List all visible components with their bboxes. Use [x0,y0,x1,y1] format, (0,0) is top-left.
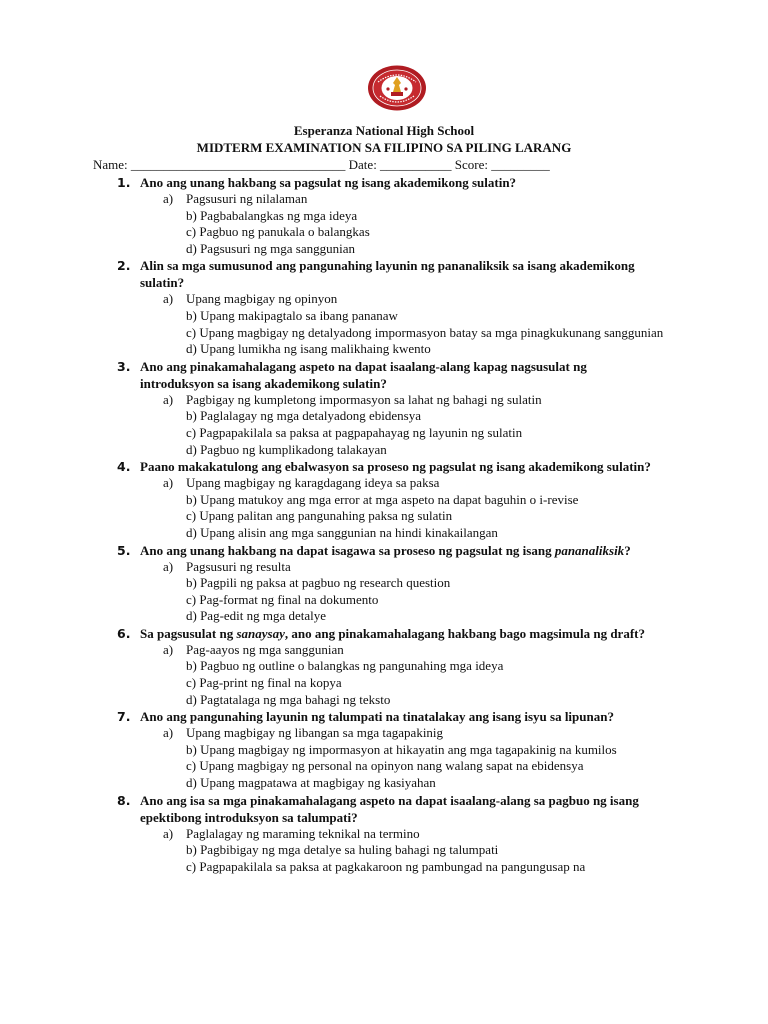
answer-option: c) Pag-format ng final na dokumento [186,591,379,607]
question-text: Alin sa mga sumusunod ang pangunahing layunin ng pananaliksik sa isang akademikong sulatin? [140,258,635,291]
question-text-part: Sa pagsusulat ng [140,625,237,641]
answer-option: c) Pag-print ng final na kopya [186,675,342,691]
question-item [0,458,768,541]
answer-option: d) Pag-edit ng mga detalye [186,608,327,624]
answer-option: c) Upang magbigay ng personal na opinyon nang walang sapat na ebidensya [186,758,584,774]
question-item [0,542,768,625]
answer-option: c) Pagpapakilala sa paksa at pagpapahayag ng layunin ng sulatin [186,424,523,440]
answer-option [163,826,768,843]
option-letter: a) [163,725,174,741]
exam-title: MIDTERM EXAMINATION SA FILIPINO SA PILING LARANG [196,140,572,155]
answer-option: c) Upang palitan ang pangunahing paksa ng sulatin [186,508,453,524]
option-text: Upang magbigay ng karagdagang ideya sa paksa [186,475,440,491]
answer-option: b) Pagbabalangkas ng mga ideya [186,207,358,223]
question-number: 7. [117,709,131,725]
answer-option: b) Upang matukoy ang mga error at mga aspeto na dapat baguhin o i-revise [186,491,579,507]
question-number: 4. [117,459,131,475]
question-text-part: Ano ang unang hakbang na dapat isagawa sa proseso ng pagsulat ng isang [140,542,555,558]
answer-option: d) Pagsusuri ng mga sanggunian [186,240,355,256]
question-text [140,542,660,559]
option-letter: a) [163,475,174,491]
answer-option: c) Upang magbigay ng detalyadong impormasyon batay sa mga pinagkukunang sanggunian [186,324,664,340]
question-text: Paano makakatulong ang ebalwasyon sa proseso ng pagsulat ng isang akademikong sulatin? [140,459,651,475]
question-number: 2. [117,258,131,274]
answer-option: d) Pagtatalaga ng mga bahagi ng teksto [186,691,391,707]
option-text: Pagbigay ng kumpletong impormasyon sa lahat ng bahagi ng sulatin [186,391,542,407]
answer-option: d) Pagbuo ng kumplikadong talakayan [186,441,387,457]
answer-option [163,291,768,308]
option-letter: a) [163,291,174,307]
question-text-part: , ano ang pinakamahalagang hakbang bago magsimula ng draft? [284,625,645,641]
option-text: Pag-aayos ng mga sanggunian [186,641,344,657]
answer-option: d) Upang alisin ang mga sanggunian na hindi kinakailangan [186,524,498,540]
question-text-part: ? [624,542,631,558]
option-letter: a) [163,191,174,206]
question-item [0,257,768,357]
option-text: Paglalagay ng maraming teknikal na termino [186,825,420,841]
answer-option: c) Pagpapakilala sa paksa at pagkakaroon ng pambungad na pangungusap na [186,858,586,874]
question-emphasis: pananaliksik [554,542,625,558]
question-number: 1. [117,175,131,190]
answer-option [163,725,768,742]
school-seal-icon [366,64,428,112]
question-item [0,708,768,791]
question-item [0,174,768,257]
answer-option [163,559,768,576]
answer-option: d) Upang magpatawa at magbigay ng kasiyahan [186,775,436,791]
question-emphasis: sanaysay [236,625,285,641]
answer-option: d) Upang lumikha ng isang malikhaing kwento [186,341,431,357]
option-text: Upang magbigay ng libangan sa mga tagapakinig [186,725,444,741]
question-number: 6. [117,625,131,641]
option-text: Pagsusuri ng nilalaman [186,191,308,206]
question-text: Ano ang pinakamahalagang aspeto na dapat isaalang-alang kapag nagsusulat ng introduksyon sa isang akademikong sulatin? [140,358,587,391]
option-text: Pagsusuri ng resulta [186,558,291,574]
answer-option: b) Upang magbigay ng impormasyon at hikayatin ang mga tagapakinig na kumilos [186,741,617,757]
option-letter: a) [163,558,174,574]
answer-option: c) Pagbuo ng panukala o balangkas [186,224,370,240]
answer-option [163,392,768,409]
question-number: 5. [117,542,131,558]
option-letter: a) [163,391,174,407]
answer-option: b) Pagpili ng paksa at pagbuo ng research question [186,575,451,591]
question-list [0,174,768,875]
answer-option: b) Upang makipagtalo sa ibang pananaw [186,307,398,323]
question-text: Ano ang isa sa mga pinakamahalagang aspeto na dapat isaalang-alang sa pagbuo ng isang epektibong introduksyon sa talumpati? [140,792,639,825]
question-number: 3. [117,358,131,374]
answer-option: b) Paglalagay ng mga detalyadong ebidensya [186,408,422,424]
option-letter: a) [163,825,174,841]
school-name: Esperanza National High School [293,123,475,138]
question-text: Ano ang unang hakbang sa pagsulat ng isang akademikong sulatin? [140,175,517,190]
option-text: Upang magbigay ng opinyon [186,291,338,307]
answer-option [163,642,768,659]
name-date-score-line: Name: _________________________________ Date: ___________ Score: _________ [93,157,550,172]
answer-option [163,191,768,208]
question-item [0,358,768,458]
answer-option: b) Pagbuo ng outline o balangkas ng pangunahing mga ideya [186,658,504,674]
question-item [0,792,768,876]
answer-option: b) Pagbibigay ng mga detalye sa huling bahagi ng talumpati [186,842,499,858]
answer-option [163,475,768,492]
question-text [140,625,660,642]
question-number: 8. [117,792,131,808]
question-item [0,625,768,708]
option-letter: a) [163,641,174,657]
question-text: Ano ang pangunahing layunin ng talumpati na tinatalakay ang isang isyu sa lipunan? [140,709,614,725]
